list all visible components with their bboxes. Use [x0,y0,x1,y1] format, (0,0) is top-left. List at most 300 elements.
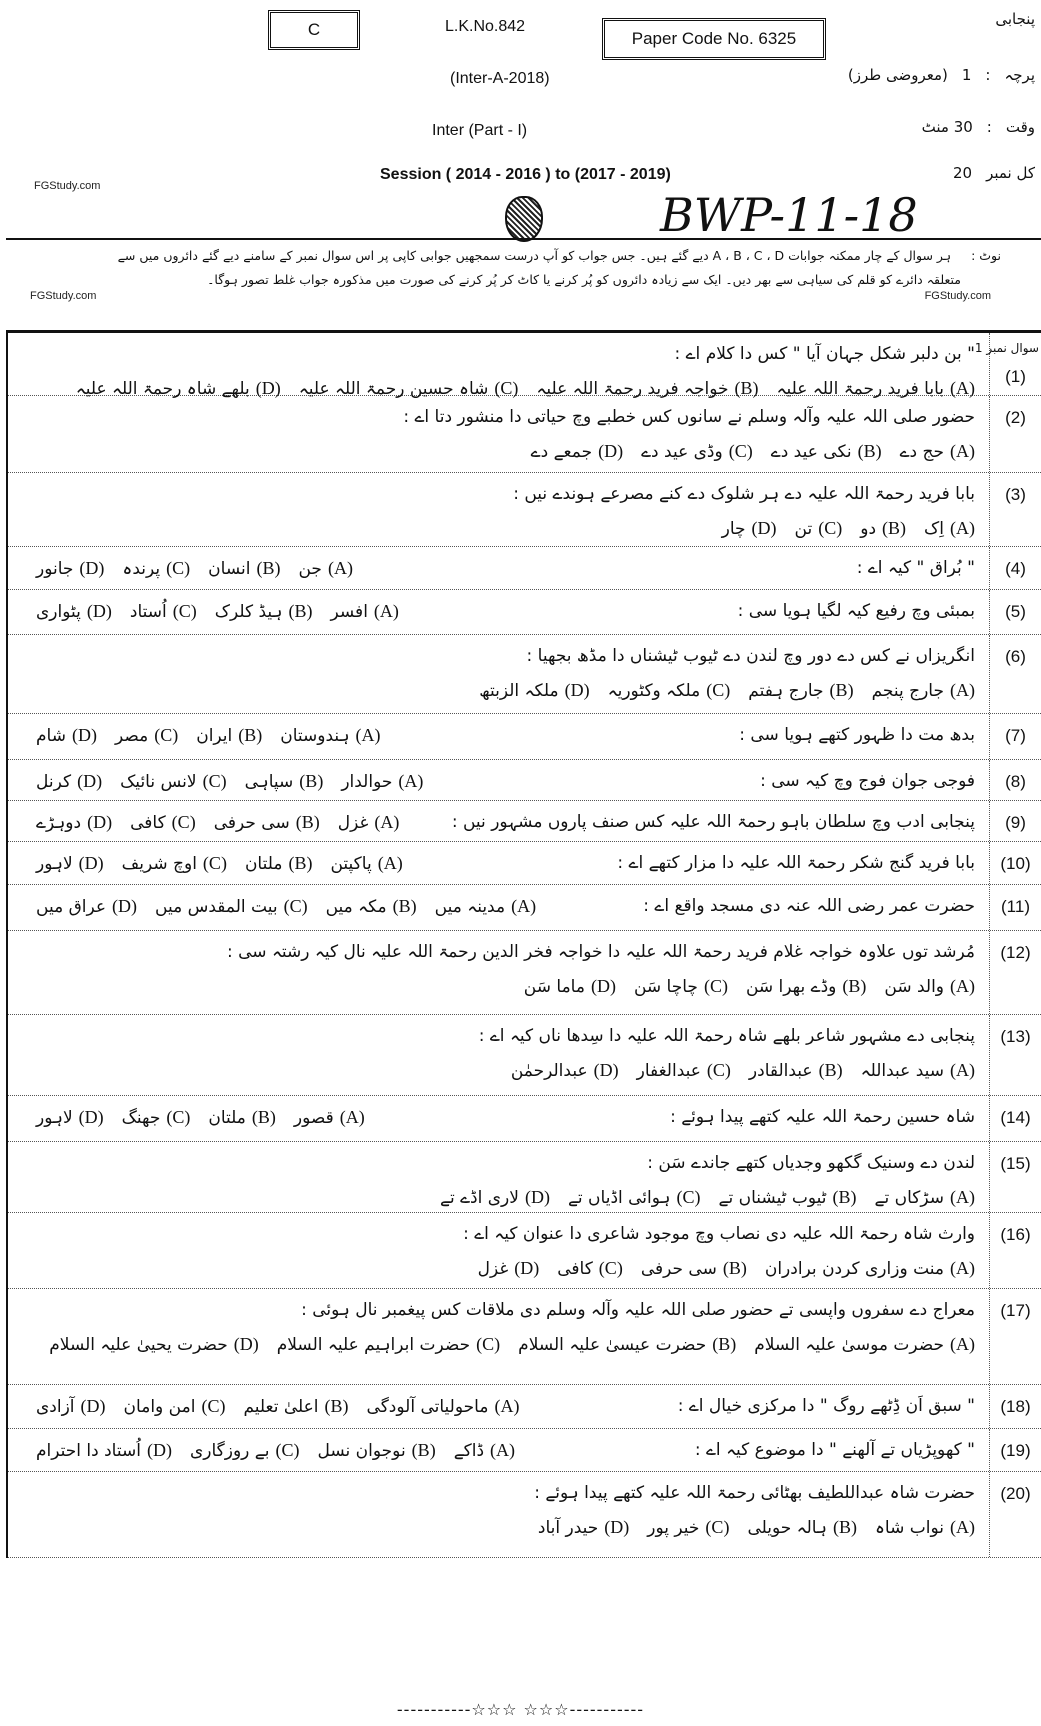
option-b [208,1108,276,1128]
option-c [124,1397,226,1417]
option-text: خیر پور [647,1518,700,1538]
note-line2: متعلقہ دائرے کو قلم کی سیاہی سے بھر دیں۔ ایک سے زیادہ دائروں کو پُر کرنے یا کاٹ کر پُر کرنے کی صورت میں مذکورہ جواب غلط تصور ہوگا۔ [207,272,961,287]
option-text: ڈاکے [453,1441,485,1461]
options [18,805,399,840]
option-b [214,813,320,833]
option-a [280,726,380,746]
options [16,673,975,708]
option-label: (B) [832,1187,857,1207]
question-text: مُرشد توں علاوہ خواجہ غلام فرید رحمۃ اللہ علیہ دا خواجہ فخر الدین رحمۃ اللہ علیہ نال کیہ رشتہ سی : [227,942,975,962]
option-c [190,1441,300,1461]
option-text: سید عبداللہ [860,1061,944,1081]
time-label: وقت [1005,118,1035,136]
question-text: " کھوپڑیاں تے آلھنے " دا موضوع کیہ اے : [694,1440,975,1460]
option-label: (C) [154,725,179,745]
option-text: لاہور [36,1108,73,1128]
option-text: شاہ حسین رحمۃ اللہ علیہ [298,379,489,399]
option-label: (D) [78,1107,104,1127]
option-text: اُستاد دا احترام [36,1441,141,1461]
option-text: پٹواری [36,602,81,622]
option-c [568,1188,701,1208]
option-b [196,726,262,746]
options [16,434,975,469]
option-c [130,813,196,833]
option-label: (D) [593,1060,619,1080]
option-label: (A) [950,378,975,398]
option-label: (D) [87,812,113,832]
question-row [8,1142,1041,1213]
options [18,551,353,586]
option-b [747,1518,857,1538]
question-number: (18) [989,1385,1041,1428]
option-text: وڈے بھرا سَن [745,977,837,997]
option-label: (A) [327,558,353,578]
option-label: (D) [255,378,281,398]
option-label: (C) [201,1396,226,1416]
option-text: بے روزگاری [189,1441,270,1461]
note-label: نوٹ : [971,248,1001,263]
option-text: جانور [36,559,74,579]
question-number: (19) [989,1429,1041,1471]
option-b [641,1259,747,1279]
question-number: (2) [989,396,1041,472]
session: Session ( 2014 - 2016 ) to (2017 - 2019) [380,166,671,183]
marks-label: کل نمبر [986,164,1035,182]
question-text: بابا فرید گنج شکر رحمۃ اللہ علیہ دا مزار کتھے اے : [617,853,975,873]
option-label: (A) [339,1107,365,1127]
question-row [8,333,1041,399]
question-row [8,885,1041,931]
option-label: (A) [950,1060,975,1080]
option-d [36,813,112,833]
option-label: (B) [238,725,263,745]
option-label: (C) [202,853,227,873]
time-value: 30 منٹ [921,118,973,136]
option-text: اِک [924,519,944,539]
option-text: ملتان [244,854,283,874]
option-label: (C) [728,441,753,461]
option-label: (B) [722,1258,747,1278]
option-b [245,772,324,792]
question-row [8,1289,1041,1385]
option-label: (B) [734,378,759,398]
option-text: اوچ شریف [121,854,197,874]
question-row [8,473,1041,547]
paper-code: Paper Code No. 6325 [602,18,826,60]
option-label: (A) [950,441,975,461]
question-text: حضرت عمر رضی اللہ عنہ دی مسجد واقع اے : [643,896,975,916]
question-number: (6) [989,635,1041,713]
option-a [875,1188,975,1208]
option-text: سڑکاں تے [874,1188,944,1208]
option-a [754,1335,975,1355]
series-box: C [268,10,360,50]
option-b [771,442,882,462]
question-text: حضور صلی اللہ علیہ وآلہ وسلم نے سانوں کس خطبے وچ حیاتی دا منشور دتا اے : [403,407,975,427]
question-text: لندن دے وسنیک گکھو وجدیاں کتھے جاندے سَن : [647,1153,975,1173]
option-c [634,977,728,997]
option-text: والد سَن [884,977,944,997]
question-number: (3) [989,473,1041,546]
option-text: پاکپتن [330,854,372,874]
option-label: (A) [374,812,400,832]
watermark: FGStudy.com [924,290,991,302]
option-text: ہیڈ کلرک [214,602,283,622]
option-label: (B) [288,853,313,873]
option-label: (A) [950,1517,975,1537]
option-b [860,519,906,539]
option-b [719,1188,857,1208]
option-label: (B) [324,1396,349,1416]
option-text: افسر [330,602,368,622]
option-a [900,442,975,462]
option-b [243,1397,348,1417]
option-label: (B) [392,896,417,916]
option-label: (C) [598,1258,623,1278]
footer-stars: -----------☆☆☆ ☆☆☆----------- [396,1700,645,1719]
option-c [277,1335,500,1355]
option-b [518,1335,736,1355]
option-text: بیت المقدس میں [155,897,278,917]
option-text: بابا فرید رحمۃ اللہ علیہ [776,379,944,399]
option-b [245,854,313,874]
option-label: (A) [511,896,537,916]
option-text: خواجہ فرید رحمۃ اللہ علیہ [536,379,729,399]
option-d [36,602,112,622]
option-a [298,559,352,579]
option-d [722,519,777,539]
question-text: حضرت شاہ عبداللطیف بھٹائی رحمۃ اللہ علیہ کتھے پیدا ہوئے : [534,1483,975,1503]
option-b [215,602,313,622]
marks-value: 20 [952,164,973,182]
option-label: (B) [251,1107,276,1127]
option-text: نواب شاہ [874,1518,944,1538]
question-row [8,635,1041,714]
option-label: (B) [882,518,907,538]
question-row [8,1472,1041,1558]
option-c [557,1259,623,1279]
option-d [479,681,589,701]
option-text: عراق میں [36,897,107,917]
option-a [765,1259,975,1279]
note-line1: ہر سوال کے چار ممکنہ جوابات A ، B ، C ، D دیے گئے ہیں۔ جس جواب کو آپ درست سمجھیں جوابی کاپی پر اس سوال نمبر کے سامنے دیے گئے دائروں میں سے [117,248,952,263]
options [18,846,403,881]
question-row [8,1015,1041,1096]
option-label: (D) [524,1187,550,1207]
option-text: لاہور [36,854,73,874]
option-b [748,681,853,701]
option-a [435,897,536,917]
option-text: حوالدار [341,772,393,792]
question-number: (11) [989,885,1041,930]
option-a [331,602,399,622]
option-text: نوجوان نسل [317,1441,406,1461]
option-text: دو [860,519,877,539]
option-label: (A) [950,518,975,538]
option-label: (A) [950,1187,975,1207]
option-label: (C) [275,1440,300,1460]
option-label: (D) [78,853,104,873]
option-text: چار [721,519,746,539]
question-text: بدھ مت دا ظہور کتھے ہویا سی : [739,725,975,745]
paper-label: پرچہ [1004,66,1035,84]
option-text: حضرت ابراہیم علیہ السلام [276,1335,471,1355]
option-text: بلھے شاہ رحمۃ اللہ علیہ [75,379,250,399]
option-text: لاری اڈے تے [439,1188,519,1208]
option-label: (B) [832,1517,857,1537]
question-text: " بُراق " کیہ اے : [856,558,975,578]
question-number: (15) [989,1142,1041,1212]
option-a [861,1061,975,1081]
question-number: (1) [989,333,1041,395]
option-label: (B) [818,1060,843,1080]
options [18,594,399,629]
option-text: حضرت یحییٰ علیہ السلام [49,1335,228,1355]
divider [6,238,1041,240]
option-d [36,772,102,792]
options [16,1327,975,1362]
option-c [130,602,197,622]
option-label: (C) [706,1060,731,1080]
option-a [294,1108,365,1128]
option-text: عبدالغفار [636,1061,701,1081]
option-text: تن [794,519,813,539]
paper-type: (معروضی طرز) [847,66,948,84]
option-text: جارج پنجم [871,681,944,701]
option-text: پرندہ [122,559,161,579]
option-b [317,1441,435,1461]
option-text: ملکہ وکٹوریہ [607,681,701,701]
question-row [8,590,1041,635]
question-row [8,547,1041,590]
option-c [608,681,731,701]
option-d [511,1061,619,1081]
option-label: (D) [564,680,590,700]
question-row [8,1385,1041,1429]
option-label: (C) [703,976,728,996]
option-text: جن [298,559,322,579]
option-text: نکی عید دے [770,442,852,462]
options [16,511,975,546]
option-d [531,442,623,462]
option-text: کرنل [36,772,72,792]
question-text: " بن دلبر شکل جہان آیا " کس دا کلام اے : [674,344,975,364]
option-d [440,1188,550,1208]
option-c [155,897,308,917]
subject-row [995,10,1035,28]
level: Inter (Part - I) [432,122,528,139]
option-text: ملتان [208,1108,246,1128]
option-text: کافی [557,1259,593,1279]
option-text: ایران [196,726,233,746]
option-d [36,1397,106,1417]
handwritten-code: BWP-11-18 [660,188,918,242]
option-text: ملکہ الزبتھ [479,681,559,701]
question-row [8,931,1041,1015]
option-label: (A) [950,680,975,700]
option-c [641,442,753,462]
options [18,764,423,799]
option-label: (D) [146,1440,172,1460]
option-c [795,519,843,539]
question-row [8,760,1041,801]
option-label: (D) [71,725,97,745]
question-row [8,1429,1041,1472]
option-label: (C) [202,771,227,791]
option-a [454,1441,515,1461]
option-text: حج دے [899,442,944,462]
option-text: مکہ میں [325,897,387,917]
options [16,1510,975,1545]
options [18,1389,519,1424]
option-b [749,1061,843,1081]
option-a [872,681,975,701]
option-text: لانس نائیک [120,772,197,792]
option-label: (A) [950,1334,975,1354]
option-text: اُستاد [129,602,167,622]
option-label: (B) [299,771,324,791]
option-a [367,1397,520,1417]
lk-number: L.K.No.842 [445,18,526,35]
option-text: عبدالرحمٰن [510,1061,588,1081]
option-label: (C) [166,1107,191,1127]
options [18,889,536,924]
option-label: (A) [494,1396,520,1416]
option-text: کافی [130,813,166,833]
question-number: (12) [989,931,1041,1014]
question-number: (10) [989,842,1041,884]
option-c [122,1108,191,1128]
question-number: (13) [989,1015,1041,1095]
board-logo-icon [505,196,543,242]
question-text: " سبق اَن ڈِٹھے روگ " دا مرکزی خیال اے : [677,1396,975,1416]
option-text: دوہڑے [36,813,82,833]
option-d [538,1518,629,1538]
option-d [36,559,104,579]
option-a [341,772,423,792]
option-text: ہندوستان [280,726,350,746]
watermark: FGStudy.com [34,180,101,192]
option-label: (A) [398,771,424,791]
option-label: (D) [751,518,777,538]
options [16,1251,975,1286]
option-text: ہوائی اڈیاں تے [567,1188,671,1208]
option-b [746,977,866,997]
question-number: (9) [989,801,1041,841]
option-label: (C) [476,1334,501,1354]
option-label: (A) [373,601,399,621]
options [18,1433,515,1468]
option-d [36,726,97,746]
question-row [8,842,1041,885]
option-label: (B) [256,558,281,578]
question-text: پنجابی دے مشہور شاعر بلھے شاہ رحمۃ اللہ علیہ دا سِدھا ناں کیہ اے : [478,1026,975,1046]
option-label: (C) [676,1187,701,1207]
question-number: (8) [989,760,1041,800]
option-d [36,897,137,917]
option-label: (C) [705,1517,730,1537]
option-label: (B) [411,1440,436,1460]
option-label: (D) [79,558,105,578]
question-text: انگریزاں نے کس دے دور وچ لندن دے ٹیوب ٹیشناں دا مڈھ بجھیا : [526,646,975,666]
option-label: (D) [514,1258,540,1278]
option-label: (A) [355,725,381,745]
option-text: انسان [208,559,251,579]
time-row: وقت : 30 منٹ [921,118,1035,136]
question-row [8,1213,1041,1289]
option-label: (A) [950,976,975,996]
question-row [8,801,1041,842]
options [16,969,975,1004]
option-text: وڈی عید دے [641,442,723,462]
paper-row: پرچہ : 1 (معروضی طرز) [847,66,1035,84]
option-d [36,854,104,874]
option-text: جارج ہفتم [748,681,824,701]
paper-value: 1 [961,66,972,84]
option-label: (A) [490,1440,516,1460]
options [18,1100,365,1135]
option-d [524,977,616,997]
option-text: چاچا سَن [633,977,698,997]
options [18,718,381,753]
option-b [208,559,280,579]
option-d [478,1259,540,1279]
option-label: (B) [288,601,313,621]
option-label: (B) [857,441,882,461]
option-text: ہالہ حویلی [747,1518,827,1538]
option-text: اعلیٰ تعلیم [243,1397,319,1417]
option-label: (A) [377,853,403,873]
option-text: حیدر آباد [537,1518,599,1538]
option-c [647,1518,729,1538]
option-label: (B) [712,1334,737,1354]
option-text: امن وامان [123,1397,196,1417]
option-text: شام [36,726,66,746]
option-text: غزل [477,1259,509,1279]
option-text: قصور [293,1108,334,1128]
option-a [330,854,402,874]
question-number: (14) [989,1096,1041,1141]
option-a [338,813,400,833]
question-row [8,396,1041,473]
option-text: ماما سَن [523,977,585,997]
option-text: ٹیوب ٹیشناں تے [718,1188,827,1208]
option-label: (C) [166,558,191,578]
option-text: عبدالقادر [748,1061,813,1081]
question-number: (5) [989,590,1041,634]
options [16,1053,975,1088]
option-label: (B) [842,976,867,996]
option-text: حضرت موسیٰ علیہ السلام [754,1335,944,1355]
questions-table [6,330,1041,1558]
option-label: (D) [80,1396,106,1416]
marks-row [953,164,1035,182]
question-text: معراج دے سفروں واپسی تے حضور صلی اللہ علیہ وآلہ وسلم دی ملاقات کس پیغمبر نال ہوئی : [301,1300,975,1320]
option-label: (D) [86,601,112,621]
watermark: FGStudy.com [30,290,97,302]
option-c [122,559,190,579]
question-text: فوجی جوان فوج وچ کیہ سی : [760,771,975,791]
question-number: (20) [989,1472,1041,1557]
question-text: وارث شاہ رحمۃ اللہ علیہ دی نصاب وچ موجود شاعری دا عنوان کیہ اے : [463,1224,975,1244]
options [16,1180,975,1215]
option-text: مصر [114,726,149,746]
option-text: غزل [337,813,369,833]
question-row [8,714,1041,760]
question-number: (7) [989,714,1041,759]
option-label: (D) [233,1334,259,1354]
option-label: (D) [598,441,624,461]
